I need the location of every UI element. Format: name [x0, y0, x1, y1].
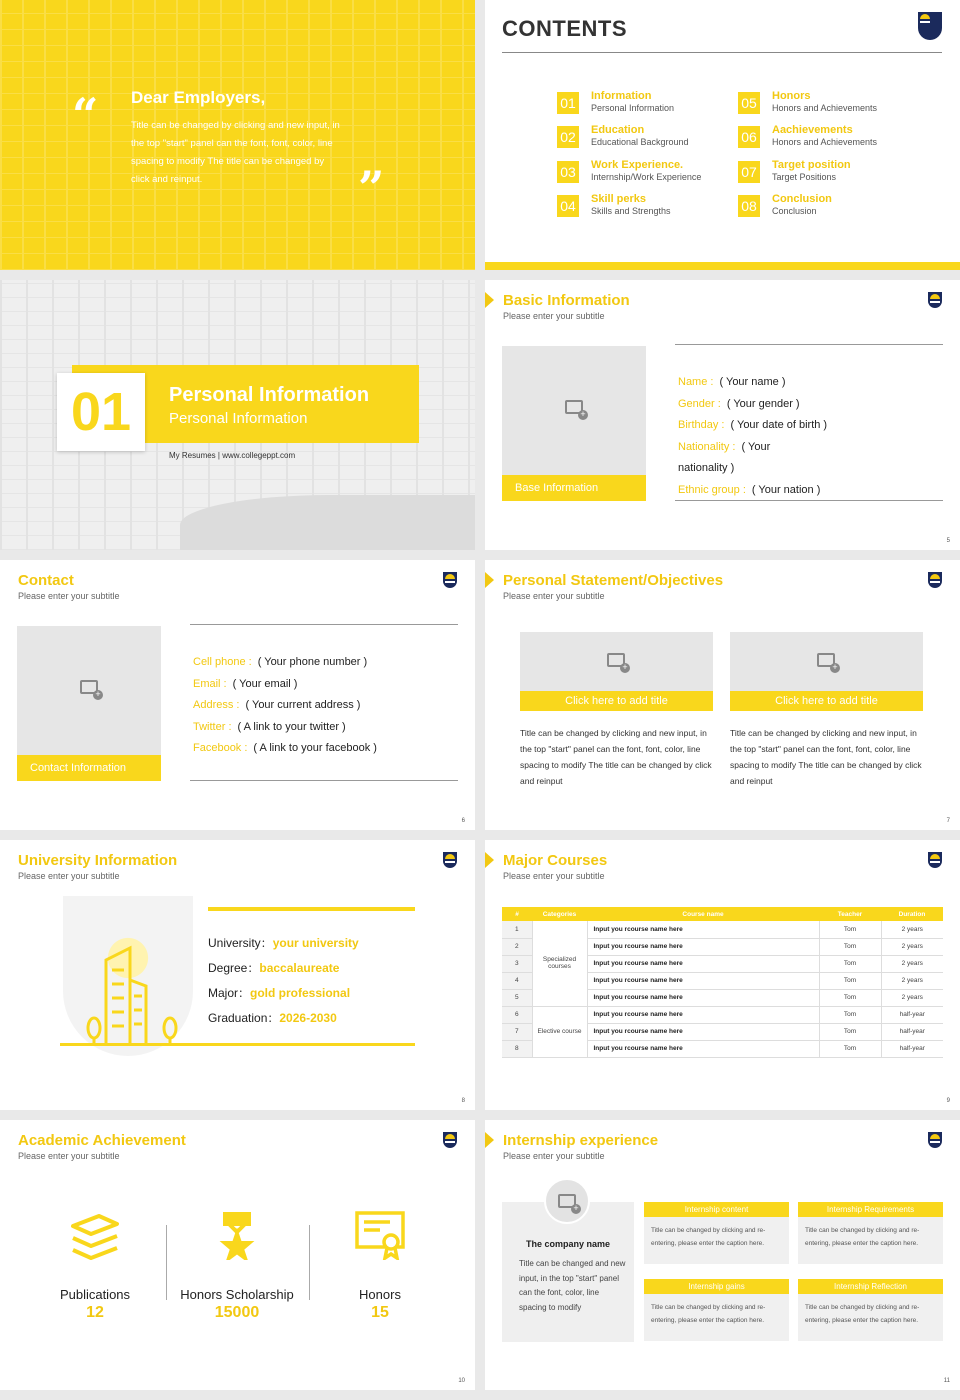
toc-item-01[interactable]: [557, 90, 737, 120]
field-value: ( Your nation ): [751, 484, 821, 496]
toc-number: 01: [557, 92, 579, 114]
toc-subtitle: Internship/Work Experience: [591, 172, 702, 182]
statement-text-2: Title can be changed by clicking and new input, in the top "start" panel can the font, font, color, line spacing to modify The title can be changed by click and reinput: [730, 728, 922, 786]
internship-requirements-box: [798, 1202, 943, 1264]
section-number-box: [57, 373, 145, 451]
contents-title: CONTENTS: [502, 16, 627, 41]
slide-major-courses[interactable]: [485, 840, 960, 1110]
slide-title: University Information: [18, 852, 178, 869]
course-cell[interactable]: Input you rcourse name here: [587, 972, 819, 989]
slide-subtitle: Please enter your subtitle: [503, 1151, 605, 1161]
image-icon: [607, 653, 625, 667]
university-logo-icon: [918, 12, 942, 40]
slide-internship-experience[interactable]: [485, 1120, 960, 1390]
toc-subtitle: Conclusion: [772, 206, 817, 216]
university-logo-icon: [443, 852, 457, 868]
row-number: 3: [502, 955, 532, 972]
image-icon: [817, 653, 835, 667]
statement-image-2[interactable]: [730, 632, 923, 711]
toc-item-04[interactable]: [557, 193, 737, 223]
statement-text-1: Title can be changed by clicking and new input, in the top "start" panel can the font, font, color, line spacing to modify The title can be changed by click and reinput: [520, 728, 712, 786]
internship-gains-box: [644, 1279, 789, 1341]
row-value: your university: [272, 936, 359, 950]
top-accent-bar: [208, 907, 415, 911]
birthday-field: [678, 419, 827, 431]
row-value: gold professional: [250, 986, 351, 1000]
category-cell: Elective course: [532, 1006, 587, 1057]
achievement-label: Publications: [59, 1287, 131, 1302]
card-title-button[interactable]: Click here to add title: [520, 691, 713, 711]
image-icon: [565, 400, 583, 414]
toc-title: Target position: [772, 159, 851, 171]
duration-cell: 2 years: [881, 972, 943, 989]
field-label: Nationality :: [678, 441, 736, 453]
slide-title: Academic Achievement: [18, 1132, 186, 1149]
field-label: Name :: [678, 376, 714, 388]
table-row: [502, 921, 943, 938]
toc-item-02[interactable]: [557, 124, 737, 154]
row-number: 7: [502, 1023, 532, 1040]
achievement-honors: [310, 1210, 450, 1322]
toc-subtitle: Target Positions: [772, 172, 837, 182]
company-text: Title can be changed and new input, in the top "start" panel can the font, color, line spacing to modify: [519, 1259, 626, 1312]
field-label: Gender :: [678, 398, 721, 410]
slide-title: Major Courses: [503, 852, 608, 869]
university-logo-icon: [443, 572, 457, 588]
certificate-icon: [354, 1210, 406, 1260]
major-row: [208, 984, 350, 1001]
nationality-field-cont: [678, 462, 734, 474]
duration-cell: 2 years: [881, 938, 943, 955]
box-header: Internship gains: [644, 1279, 789, 1294]
title-divider: [502, 52, 942, 53]
university-logo-icon: [443, 1132, 457, 1148]
column-header: Categories: [532, 907, 587, 921]
column-header: Course name: [587, 907, 819, 921]
slide-contents[interactable]: [485, 0, 960, 270]
ethnic-group-field: [678, 484, 820, 496]
column-header: Duration: [881, 907, 943, 921]
achievement-scholarship: [167, 1210, 307, 1322]
section-subtitle: Personal Information: [169, 410, 308, 427]
slide-academic-achievement[interactable]: [0, 1120, 475, 1390]
name-field: [678, 376, 786, 388]
title-arrow-icon: [485, 852, 494, 868]
toc-number: 05: [738, 92, 760, 114]
image-icon: [558, 1194, 576, 1208]
teacher-cell: Tom: [819, 938, 881, 955]
top-divider: [675, 344, 943, 345]
achievement-label: Honors Scholarship: [180, 1287, 294, 1302]
image-placeholder[interactable]: [502, 346, 646, 501]
row-number: 1: [502, 921, 532, 938]
slide-subtitle: Please enter your subtitle: [503, 591, 605, 601]
toc-number: 08: [738, 195, 760, 217]
toc-item-03[interactable]: [557, 159, 737, 189]
duration-cell: 2 years: [881, 989, 943, 1006]
bottom-divider: [675, 500, 943, 501]
medal-icon: [211, 1210, 263, 1260]
image-label: Base Information: [502, 475, 646, 501]
university-row: [208, 934, 359, 951]
toc-title: Conclusion: [772, 193, 832, 205]
toc-number: 07: [738, 161, 760, 183]
slide-title: Contact: [18, 572, 74, 589]
close-quote-icon: ”: [358, 161, 385, 215]
slide-university-information[interactable]: [0, 840, 475, 1110]
page-number: 8: [461, 1098, 465, 1104]
slide-subtitle: Please enter your subtitle: [18, 591, 120, 601]
page-number: 9: [946, 1098, 950, 1104]
duration-cell: 2 years: [881, 955, 943, 972]
slide-subtitle: Please enter your subtitle: [18, 1151, 120, 1161]
image-placeholder[interactable]: [17, 626, 161, 781]
teacher-cell: Tom: [819, 921, 881, 938]
bottom-accent-bar: [60, 1043, 415, 1046]
teacher-cell: Tom: [819, 955, 881, 972]
toc-subtitle: Honors and Achievements: [772, 103, 878, 113]
gender-field: [678, 398, 800, 410]
toc-number: 04: [557, 195, 579, 217]
box-body: Title can be changed by clicking and re-entering, please enter the caption here.: [651, 1304, 766, 1324]
open-quote-icon: “: [72, 88, 99, 142]
toc-title: Education: [591, 124, 645, 136]
course-cell[interactable]: Input you rcourse name here: [587, 1023, 819, 1040]
facebook-field: [193, 742, 377, 754]
toc-title: Information: [591, 90, 652, 102]
duration-cell: half-year: [881, 1023, 943, 1040]
toc-number: 06: [738, 126, 760, 148]
title-arrow-icon: [485, 292, 494, 308]
table-row: [502, 1006, 943, 1023]
slide-title: Dear Employers,: [131, 88, 266, 107]
field-value: ( A link to your facebook ): [253, 742, 377, 754]
field-value: ( Your gender ): [726, 398, 800, 410]
table-header-row: [502, 907, 943, 921]
title-arrow-icon: [485, 572, 494, 588]
page-number: 10: [458, 1378, 465, 1384]
university-logo-icon: [928, 292, 942, 308]
page-number: 11: [943, 1378, 950, 1384]
box-body: Title can be changed by clicking and re-entering, please enter the caption here.: [805, 1304, 920, 1324]
column-header: #: [502, 907, 532, 921]
row-number: 5: [502, 989, 532, 1006]
slide-body: Title can be changed by clicking and new input, in the top "start" panel can the font, font, color, line spacing to modify The title can be changed by click and reinput.: [131, 120, 340, 185]
toc-number: 03: [557, 161, 579, 183]
row-number: 2: [502, 938, 532, 955]
slide-basic-information[interactable]: [485, 280, 960, 550]
toc-title: Honors: [772, 90, 811, 102]
plaza-shape: [180, 495, 475, 550]
category-cell: Specialized courses: [532, 921, 587, 1006]
courses-table: [502, 907, 943, 1058]
toc-item-07[interactable]: [738, 159, 918, 189]
box-header: Internship Reflection: [798, 1279, 943, 1294]
box-body: Title can be changed by clicking and re-entering, please enter the caption here.: [805, 1227, 920, 1247]
toc-subtitle: Personal Information: [591, 103, 675, 113]
company-image-placeholder[interactable]: [544, 1178, 590, 1224]
image-label: Contact Information: [17, 755, 161, 781]
column-header: Teacher: [819, 907, 881, 921]
slide-contact[interactable]: [0, 560, 475, 830]
page-number: 5: [946, 538, 950, 544]
internship-reflection-box: [798, 1279, 943, 1341]
row-label: Major：: [208, 986, 251, 1000]
box-header: Internship content: [644, 1202, 789, 1217]
box-header: Internship Requirements: [798, 1202, 943, 1217]
statement-image-1[interactable]: [520, 632, 713, 711]
row-label: University：: [208, 936, 273, 950]
field-value: ( Your name ): [719, 376, 786, 388]
duration-cell: 2 years: [881, 921, 943, 938]
page-number: 7: [946, 818, 950, 824]
toc-title: Aachievements: [772, 124, 853, 136]
section-number: 01: [70, 382, 132, 442]
slide-subtitle: Please enter your subtitle: [503, 871, 605, 881]
slide-section-divider[interactable]: [0, 280, 475, 550]
buildings-icon: [78, 940, 188, 1046]
nationality-field: [678, 441, 770, 453]
address-field: [193, 699, 360, 711]
twitter-field: [193, 721, 346, 733]
field-label: Address :: [193, 699, 240, 711]
course-cell[interactable]: Input you rcourse name here: [587, 989, 819, 1006]
card-title-button[interactable]: Click here to add title: [730, 691, 923, 711]
achievement-value: 15000: [214, 1304, 260, 1321]
row-number: 4: [502, 972, 532, 989]
image-icon: [80, 680, 98, 694]
achievement-value: 12: [86, 1304, 104, 1321]
duration-cell: half-year: [881, 1006, 943, 1023]
books-icon: [69, 1210, 121, 1260]
course-cell[interactable]: Input you rcourse name here: [587, 921, 819, 938]
course-cell[interactable]: Input you rcourse name here: [587, 1040, 819, 1057]
top-divider: [190, 624, 458, 625]
teacher-cell: Tom: [819, 989, 881, 1006]
field-label: Birthday :: [678, 419, 725, 431]
internship-content-box: [644, 1202, 789, 1264]
field-value: nationality ): [678, 462, 735, 474]
field-value: ( Your date of birth ): [730, 419, 828, 431]
course-cell[interactable]: Input you rcourse name here: [587, 1006, 819, 1023]
title-arrow-icon: [485, 1132, 494, 1148]
slide-title: Personal Statement/Objectives: [503, 572, 724, 589]
row-value: baccalaureate: [259, 961, 340, 975]
toc-subtitle: Honors and Achievements: [772, 137, 878, 147]
field-label: Cell phone :: [193, 656, 252, 668]
achievement-label: Honors: [359, 1287, 401, 1302]
duration-cell: half-year: [881, 1040, 943, 1057]
bottom-divider: [190, 780, 458, 781]
slide-subtitle: Please enter your subtitle: [18, 871, 120, 881]
field-label: Ethnic group :: [678, 484, 746, 496]
course-cell[interactable]: Input you rcourse name here: [587, 955, 819, 972]
degree-row: [208, 959, 339, 976]
university-logo-icon: [928, 1132, 942, 1148]
slide-title: Basic Information: [503, 292, 630, 309]
toc-subtitle: Educational Background: [591, 137, 689, 147]
teacher-cell: Tom: [819, 1040, 881, 1057]
section-caption: My Resumes | www.collegeppt.com: [169, 451, 296, 460]
course-cell[interactable]: Input you rcourse name here: [587, 938, 819, 955]
field-value: ( Your phone number ): [257, 656, 368, 668]
row-number: 6: [502, 1006, 532, 1023]
toc-item-06[interactable]: [738, 124, 918, 154]
slide-dear-employers[interactable]: [0, 0, 475, 270]
graduation-row: [208, 1009, 337, 1026]
footer-bar: [485, 262, 960, 270]
field-value: ( Your: [741, 441, 771, 453]
university-logo-icon: [928, 572, 942, 588]
email-field: [193, 678, 297, 690]
row-number: 8: [502, 1040, 532, 1057]
slide-subtitle: Please enter your subtitle: [503, 311, 605, 321]
row-label: Graduation：: [208, 1011, 280, 1025]
row-label: Degree：: [208, 961, 260, 975]
toc-number: 02: [557, 126, 579, 148]
cell-phone-field: [193, 656, 367, 668]
page-number: 6: [461, 818, 465, 824]
field-label: Facebook :: [193, 742, 248, 754]
field-label: Email :: [193, 678, 227, 690]
teacher-cell: Tom: [819, 1023, 881, 1040]
field-value: ( A link to your twitter ): [237, 721, 346, 733]
achievement-publications: [25, 1210, 165, 1322]
toc-title: Skill perks: [591, 193, 647, 205]
row-value: 2026-2030: [279, 1011, 337, 1025]
section-title: Personal Information: [169, 384, 370, 406]
box-body: Title can be changed by clicking and re-entering, please enter the caption here.: [651, 1227, 766, 1247]
toc-item-05[interactable]: [738, 90, 918, 120]
field-value: ( Your current address ): [245, 699, 361, 711]
teacher-cell: Tom: [819, 1006, 881, 1023]
field-label: Twitter :: [193, 721, 232, 733]
slide-title: Internship experience: [503, 1132, 659, 1149]
slide-personal-statement[interactable]: [485, 560, 960, 830]
toc-title: Work Experience.: [591, 159, 684, 171]
teacher-cell: Tom: [819, 972, 881, 989]
achievement-value: 15: [371, 1304, 389, 1321]
field-value: ( Your email ): [232, 678, 298, 690]
university-logo-icon: [928, 852, 942, 868]
toc-item-08[interactable]: [738, 193, 918, 223]
toc-subtitle: Skills and Strengths: [591, 206, 671, 216]
company-name: The company name: [525, 1239, 611, 1249]
